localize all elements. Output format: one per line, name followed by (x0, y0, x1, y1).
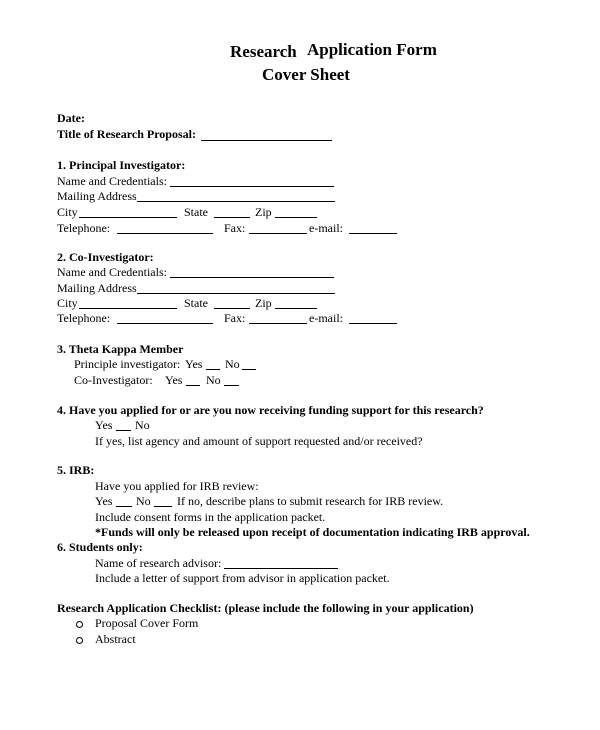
coi-fax-field[interactable] (249, 323, 307, 324)
theta-pi-no-label: No (225, 357, 240, 371)
pi-zip-field[interactable] (275, 217, 317, 218)
coi-name-field[interactable] (170, 277, 334, 278)
irb-funds-note: *Funds will only be released upon receipt of documentation indicating IRB approval. (95, 525, 530, 539)
coi-state-field[interactable] (214, 308, 250, 309)
theta-pi-yes-label: Yes (185, 357, 203, 371)
students-advisor-field[interactable] (224, 568, 338, 569)
pi-name-label: Name and Credentials: (57, 174, 167, 188)
checklist-item: Abstract (95, 632, 136, 646)
coi-telephone-label: Telephone: (57, 311, 111, 325)
students-advisor-label: Name of research advisor: (95, 556, 222, 570)
pi-heading: 1. Principal Investigator: (57, 158, 186, 172)
students-heading: 6. Students only: (57, 540, 143, 554)
coi-zip-field[interactable] (275, 308, 317, 309)
coi-heading: 2. Co-Investigator: (57, 250, 154, 264)
pi-fax-field[interactable] (249, 233, 307, 234)
title-application-form: Application Form (307, 40, 437, 59)
theta-pi-no-field[interactable] (242, 369, 256, 370)
funding-yes-field[interactable] (116, 430, 131, 431)
irb-yes-label: Yes (95, 494, 113, 508)
pi-city-label: City (57, 205, 78, 219)
pi-state-field[interactable] (214, 217, 250, 218)
pi-mailing-label: Mailing Address (57, 189, 137, 203)
irb-no-field[interactable] (154, 506, 172, 507)
pi-mailing-field[interactable] (137, 201, 335, 202)
theta-coi-yes-field[interactable] (186, 385, 200, 386)
pi-city-field[interactable] (79, 217, 177, 218)
theta-coi-no-label: No (206, 373, 221, 387)
irb-heading: 5. IRB: (57, 463, 95, 477)
coi-zip-label: Zip (255, 296, 272, 310)
irb-if-no: If no, describe plans to submit research for IRB review. (177, 494, 444, 508)
title-cover-sheet: Cover Sheet (262, 65, 350, 84)
irb-consent: Include consent forms in the application packet. (95, 510, 326, 524)
pi-telephone-label: Telephone: (57, 221, 111, 235)
pi-email-label: e-mail: (309, 221, 343, 235)
coi-city-label: City (57, 296, 78, 310)
proposal-title-field[interactable] (201, 140, 332, 141)
pi-name-field[interactable] (170, 186, 334, 187)
theta-pi-yes-field[interactable] (206, 369, 220, 370)
coi-telephone-field[interactable] (117, 323, 213, 324)
checklist-heading: Research Application Checklist: (please include the following in your application) (57, 601, 474, 615)
funding-yes-label: Yes (95, 418, 113, 432)
pi-state-label: State (184, 205, 208, 219)
bullet-circle-icon (76, 637, 83, 644)
coi-mailing-field[interactable] (137, 293, 335, 294)
pi-telephone-field[interactable] (117, 233, 213, 234)
theta-coi-label: Co-Investigator: (74, 373, 153, 387)
coi-name-label: Name and Credentials: (57, 265, 167, 279)
coi-fax-label: Fax: (224, 311, 246, 325)
checklist-item: Proposal Cover Form (95, 616, 199, 630)
coi-state-label: State (184, 296, 208, 310)
pi-fax-label: Fax: (224, 221, 246, 235)
funding-heading: 4. Have you applied for or are you now receiving funding support for this research? (57, 403, 484, 417)
coi-email-label: e-mail: (309, 311, 343, 325)
students-letter: Include a letter of support from advisor in application packet. (95, 571, 390, 585)
proposal-title-label: Title of Research Proposal: (57, 127, 196, 141)
pi-zip-label: Zip (255, 205, 272, 219)
coi-city-field[interactable] (79, 308, 177, 309)
date-label: Date: (57, 111, 85, 125)
theta-coi-no-field[interactable] (224, 385, 239, 386)
theta-coi-yes-label: Yes (165, 373, 183, 387)
pi-email-field[interactable] (349, 233, 397, 234)
theta-heading: 3. Theta Kappa Member (57, 342, 184, 356)
coi-email-field[interactable] (349, 323, 397, 324)
theta-pi-label: Principle investigator: (74, 357, 181, 371)
funding-no-label: No (135, 418, 150, 432)
title-research: Research (230, 42, 297, 61)
irb-applied-label: Have you applied for IRB review: (95, 479, 259, 493)
irb-yes-field[interactable] (116, 506, 132, 507)
coi-mailing-label: Mailing Address (57, 281, 137, 295)
irb-no-label: No (136, 494, 151, 508)
bullet-circle-icon (76, 621, 83, 628)
funding-if-yes: If yes, list agency and amount of support requested and/or received? (95, 434, 423, 448)
